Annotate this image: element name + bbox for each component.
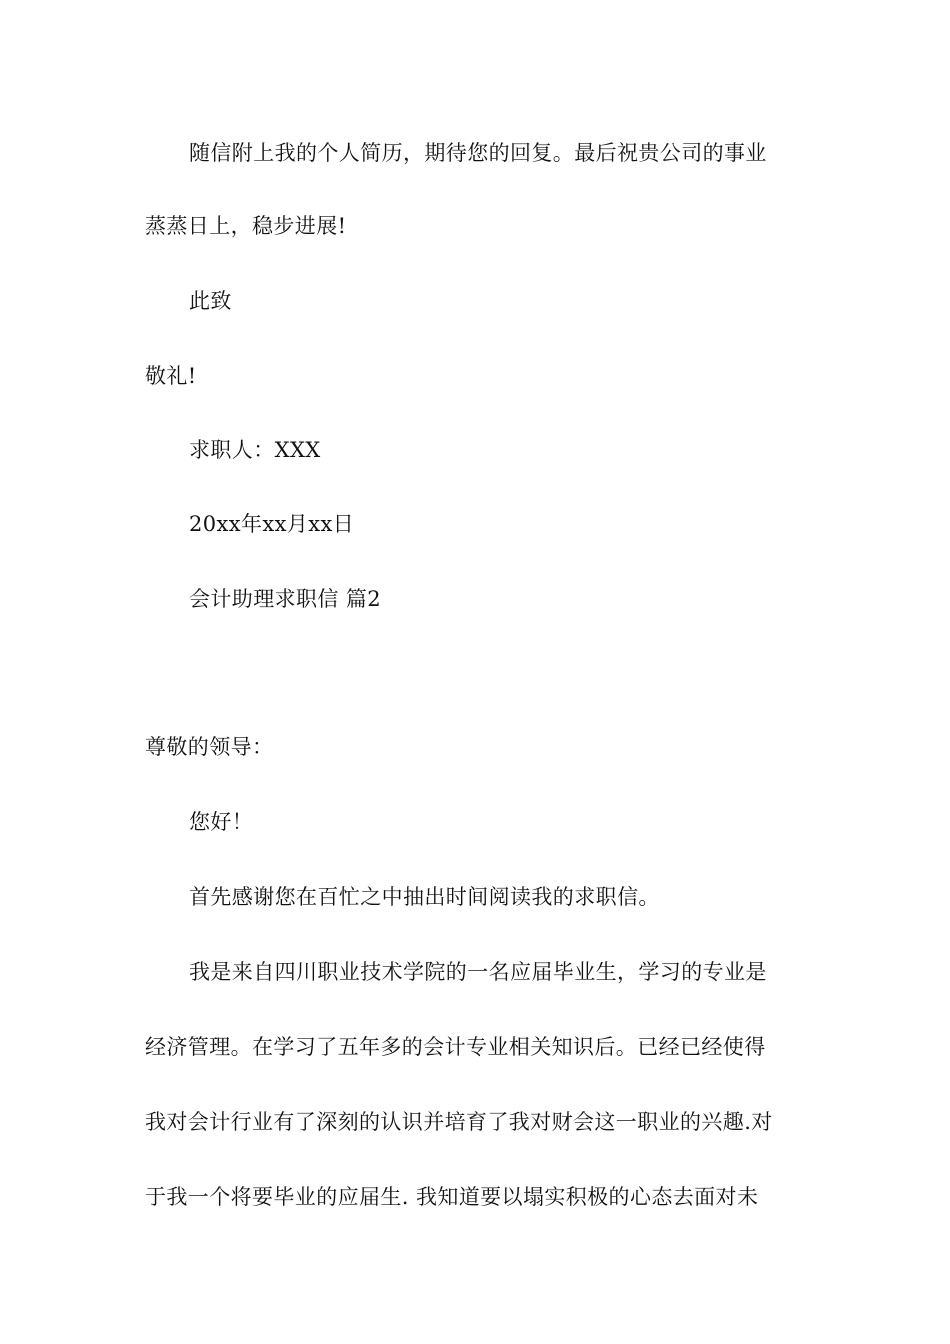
salutation-cizhi: 此致 [189, 289, 232, 313]
greeting-hello: 您好！ [189, 810, 254, 834]
greeting-recipient: 尊敬的领导： [145, 735, 274, 759]
paragraph-closing-line-2: 蒸蒸日上，稳步进展! [145, 214, 347, 238]
body-paragraph-line-1: 我是来自四川职业技术学院的一名应届毕业生，学习的专业是 [189, 960, 767, 984]
applicant-name: 求职人：XXX [189, 438, 321, 462]
body-paragraph-line-3: 我对会计行业有了深刻的认识并培育了我对财会这一职业的兴趣.对 [145, 1110, 773, 1134]
salutation-jingli: 敬礼! [145, 364, 197, 388]
body-paragraph-line-2: 经济管理。在学习了五年多的会计专业相关知识后。已经已经使得 [145, 1035, 766, 1059]
body-paragraph-line-4: 于我一个将要毕业的应届生. 我知道要以塌实积极的心态去面对未 [145, 1185, 759, 1209]
paragraph-closing-line-1: 随信附上我的个人简历，期待您的回复。最后祝贵公司的事业 [189, 141, 767, 165]
section-heading: 会计助理求职信 篇2 [189, 587, 382, 611]
letter-date: 20xx年xx月xx日 [189, 512, 355, 536]
intro-paragraph: 首先感谢您在百忙之中抽出时间阅读我的求职信。 [189, 885, 660, 909]
